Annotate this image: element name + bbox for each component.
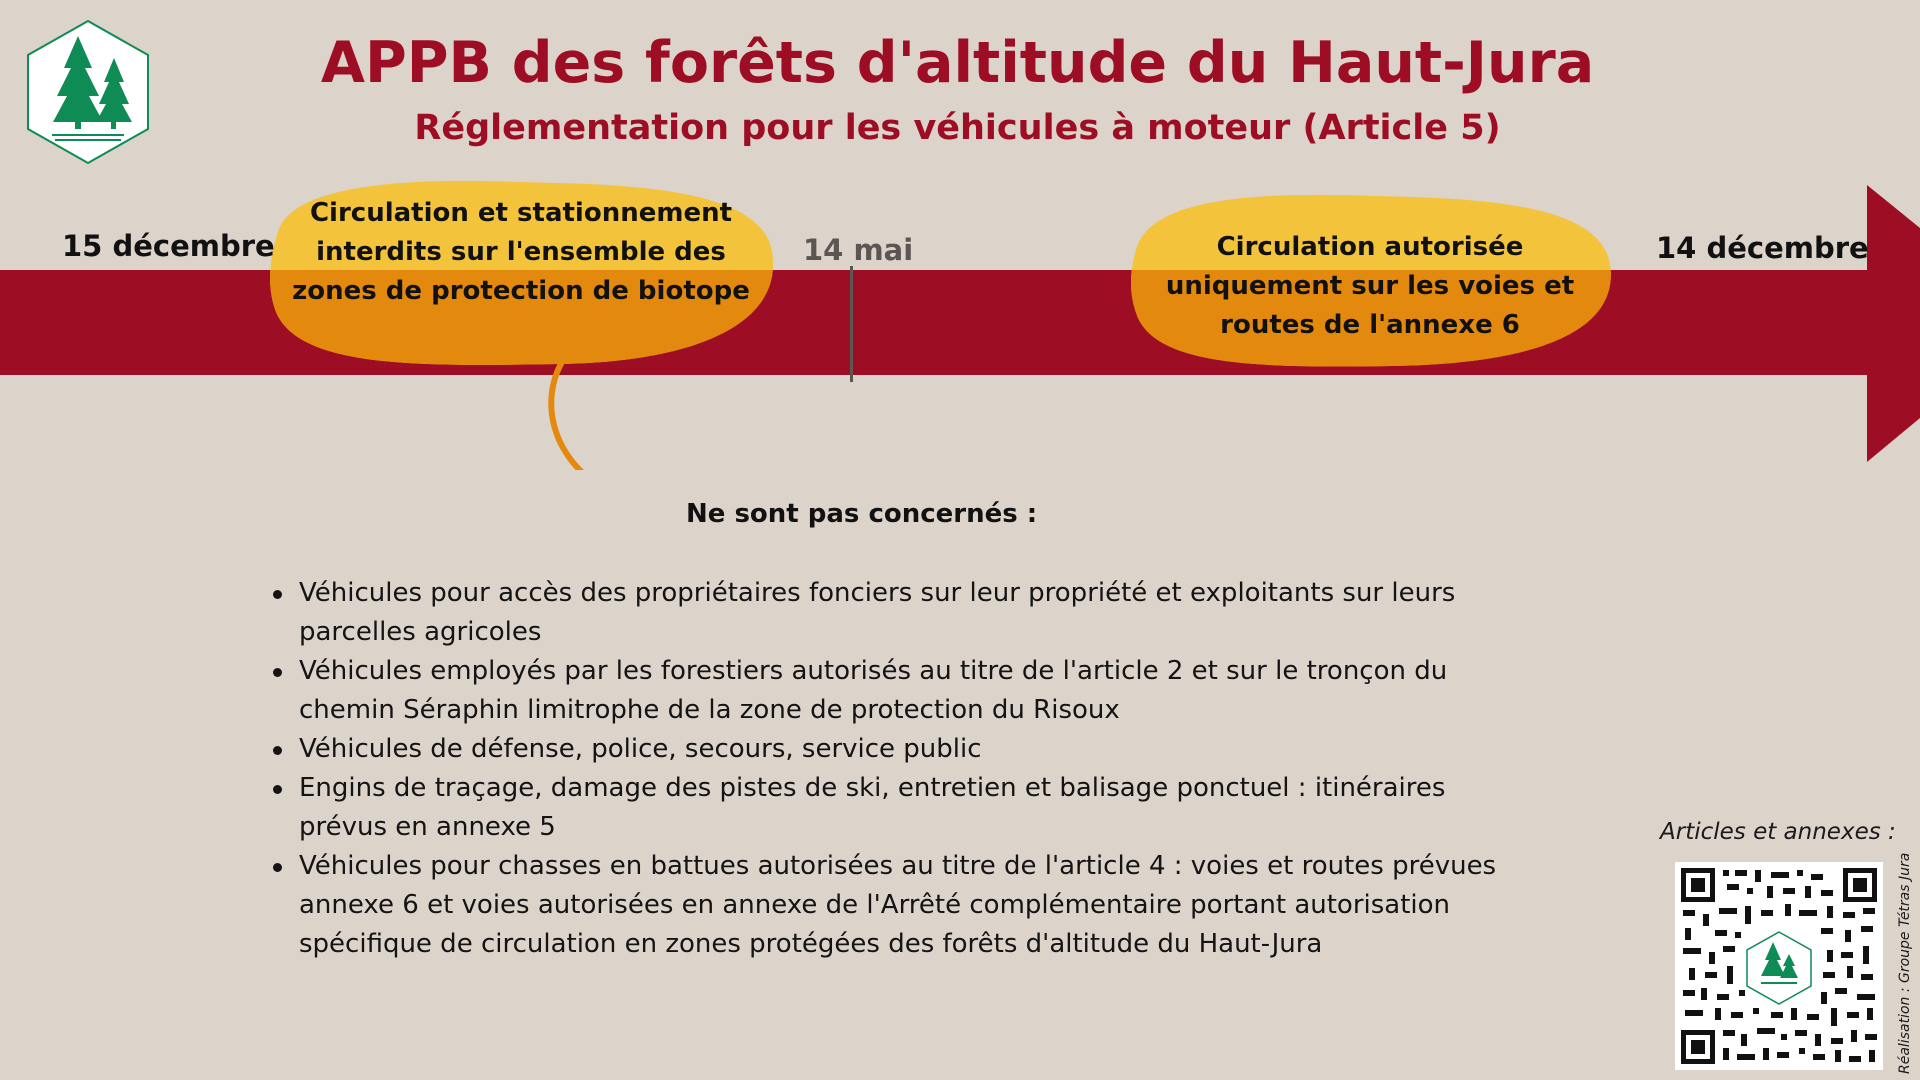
page-title: APPB des forêts d'altitude du Haut-Jura bbox=[320, 30, 1595, 96]
exemptions-title: Ne sont pas concernés : bbox=[686, 499, 1038, 529]
exemption-item: Véhicules pour chasses en battues autorisées au titre de l'article 4 : voies et routes prévues annexe 6 et voies autorisées en annexe de l'Arrêté complémentaire portant autorisation spécifique de circulation en zones protégées des forêts d'altitude du Haut-Jura bbox=[268, 847, 1498, 964]
exemption-item: Véhicules employés par les forestiers autorisés au titre de l'article 2 et sur le tronçon du chemin Séraphin limitrophe de la zone de protection du Risoux bbox=[268, 652, 1498, 730]
page-subtitle: Réglementation pour les véhicules à moteur (Article 5) bbox=[414, 108, 1501, 148]
curved-arrow-icon bbox=[551, 362, 636, 470]
mid-date-marker bbox=[850, 266, 853, 382]
exemptions-list bbox=[268, 574, 1498, 964]
start-date-label: 15 décembre bbox=[62, 229, 275, 263]
exemption-item: Engins de traçage, damage des pistes de ski, entretien et balisage ponctuel : itinéraires prévus en annexe 5 bbox=[268, 769, 1498, 847]
timeline-graphic bbox=[0, 0, 1920, 470]
qr-label: Articles et annexes : bbox=[1660, 819, 1896, 845]
restricted-period-text: Circulation et stationnement interdits sur l'ensemble des zones de protection de biotope bbox=[292, 198, 750, 306]
qr-code-icon[interactable] bbox=[1675, 862, 1883, 1070]
mid-date-label: 14 mai bbox=[803, 233, 914, 267]
exemption-item: Véhicules pour accès des propriétaires fonciers sur leur propriété et exploitants sur leurs parcelles agricoles bbox=[268, 574, 1498, 652]
authorized-period-text: Circulation autorisée uniquement sur les voies et routes de l'annexe 6 bbox=[1165, 232, 1575, 340]
exemption-item: Véhicules de défense, police, secours, service public bbox=[268, 730, 1498, 769]
credit-text: Réalisation : Groupe Tétras Jura bbox=[1897, 852, 1913, 1074]
end-date-label: 14 décembre bbox=[1656, 231, 1869, 265]
